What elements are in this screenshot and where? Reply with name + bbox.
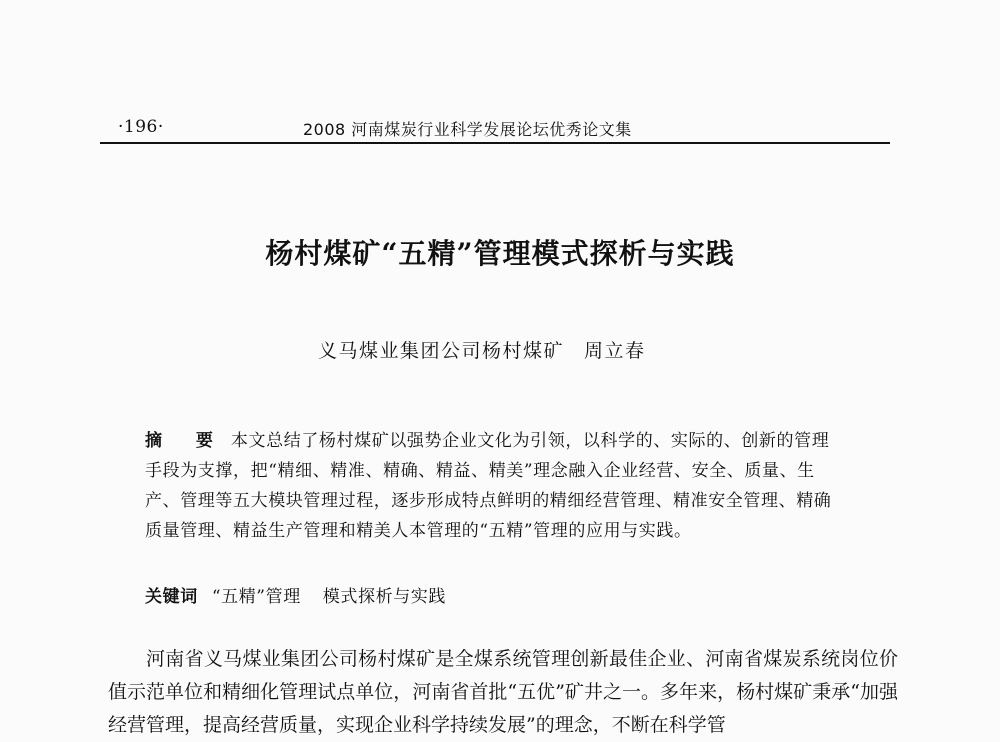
- affiliation: 义马煤业集团公司杨村煤矿: [318, 340, 565, 362]
- abstract: [145, 426, 845, 546]
- keyword-1: “五精”管理: [211, 587, 301, 607]
- page-number: ·196·: [118, 117, 164, 137]
- author-line: [318, 336, 646, 363]
- keyword-2: 模式探析与实践: [322, 587, 446, 607]
- paper-title: 杨村煤矿“五精”管理模式探析与实践: [265, 237, 735, 270]
- header-rule: [100, 142, 890, 144]
- abstract-label: 摘 要: [145, 431, 227, 451]
- abstract-text: 本文总结了杨村煤矿以强势企业文化为引领，以科学的、实际的、创新的管理手段为支撑，把“精细、精准、精确、精益、精美”理念融入企业经营、安全、质量、生产、管理等五大模块管理过程，逐步形成特点鲜明的精细经营管理、精准安全管理、精确质量管理、精益生产管理和精美人本管理的“五精”管理的应用与实践。: [145, 431, 832, 541]
- keywords: [145, 582, 468, 607]
- running-header: 2008 河南煤炭行业科学发展论坛优秀论文集: [303, 120, 632, 139]
- body-paragraph: 河南省义马煤业集团公司杨村煤矿是全煤系统管理创新最佳企业、河南省煤炭系统岗位价值示范单位和精细化管理试点单位，河南省首批“五优”矿井之一。多年来，杨村煤矿秉承“加强经营管理，提高经营质量，实现企业科学持续发展”的理念，不断在科学管: [108, 648, 898, 736]
- keywords-label: 关键词: [145, 587, 198, 607]
- author-name: 周立春: [584, 340, 646, 362]
